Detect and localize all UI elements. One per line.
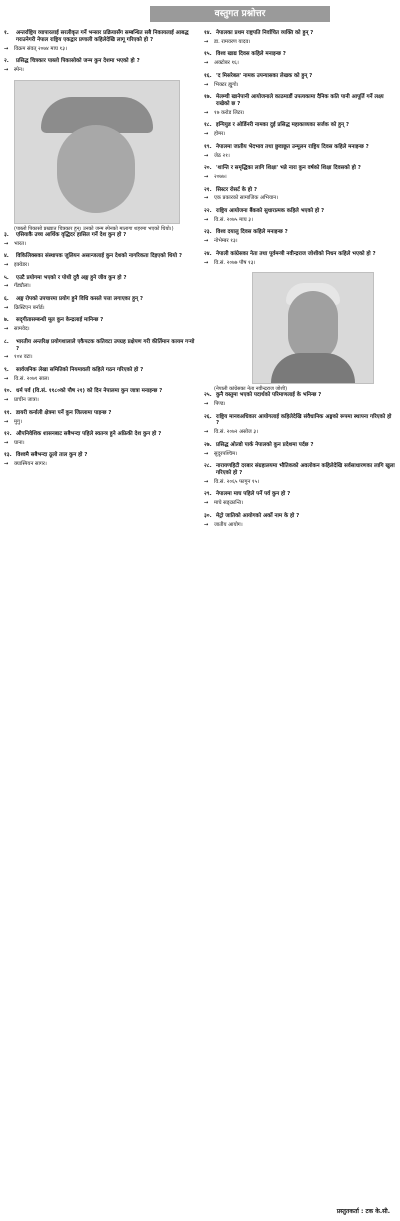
question (204, 73, 396, 80)
question-text: भारतीय अन्तरिक्ष प्रयोगशालाले एकैपटक कतिवटा उपग्रह प्रक्षेपण गरी कीर्तिमान कायम गर्‍यो ? (16, 338, 195, 352)
question-text: डायरी कर्नाली क्षेत्रमा पर्ने कुन जिल्लामा पाइन्छ ? (16, 409, 112, 416)
question-text: कुनै वस्तुमा भएको पदार्थको परिमाणलाई के भनिन्छ ? (216, 392, 322, 399)
question (204, 513, 396, 520)
question-text: सिस्टर रोसर्ट के हो ? (216, 186, 258, 193)
question-number: २२. (204, 207, 212, 214)
question-number: ७. (4, 317, 9, 324)
answer (204, 451, 396, 458)
question (4, 452, 196, 459)
qa-item (4, 275, 196, 290)
question-text: सदृगीतासम्बन्धी मूल कुन केन्द्रलाई मानिन्छ ? (16, 317, 104, 324)
answer-text: वि.सं. २०६५ फागुन १५। (214, 478, 260, 485)
answer (4, 262, 196, 269)
question-text: मेलम्ची खानेपानी आयोजनाले काठमाडौं उपत्यकामा दैनिक कति पानी आपूर्ति गर्ने लक्ष्य राखेको छ ? (216, 94, 384, 107)
question (204, 208, 396, 215)
photo-p-body (271, 353, 355, 384)
question-text: 'द मिसरेबल' नामक उपन्यासका लेखक को हुन् ? (216, 72, 313, 79)
question-text: नेपालमा माघ पहिले पर्ने पर्व कुन हो ? (216, 491, 291, 498)
question (204, 51, 396, 58)
qa-item (4, 367, 196, 382)
question-number: १२. (4, 431, 12, 438)
answer-text: मुगु। (14, 418, 22, 425)
question (4, 388, 196, 395)
question-text: 'शान्ति र समृद्धिका लागि शिक्षा' भन्ने नारा कुन वर्षको शिक्षा दिवसको हो ? (216, 165, 361, 172)
question (204, 414, 396, 428)
answer (204, 195, 396, 202)
answer-text: सुदूरपश्चिम। (214, 450, 238, 457)
question-number: ५. (4, 274, 9, 281)
question-number: ९. (4, 366, 9, 373)
answer-text: वि.सं. २०७७ पौष १३। (214, 259, 256, 266)
question (204, 187, 396, 194)
qa-item (204, 442, 396, 457)
qa-item (204, 187, 396, 202)
qa-item (204, 122, 396, 137)
question-number: ८. (4, 338, 9, 345)
picasso-photo (14, 80, 180, 224)
question (4, 296, 196, 303)
answer (4, 46, 196, 53)
question (204, 442, 396, 449)
question-text: नेपालमा जातीय भेदभाव तथा छुवाछूत उन्मूलन राष्ट्रिय दिवस कहिले मनाइन्छ ? (216, 143, 369, 150)
qa-item (204, 463, 396, 485)
answer-text: वि.सं. २०७५ माघ ३। (214, 216, 253, 223)
qa-item (4, 317, 196, 332)
question-text: विश्व खाद्य दिवस कहिले मनाइन्छ ? (216, 51, 286, 58)
qa-item (4, 58, 196, 73)
answer (204, 217, 396, 224)
question (4, 410, 196, 417)
answer-text: स्पेन। (14, 66, 24, 73)
answer (204, 153, 396, 160)
answer (204, 110, 396, 117)
qa-item (204, 51, 396, 66)
question-text: राष्ट्रिय आयोजना बैंकको सुधारात्मक कहिले भएको हो ? (216, 207, 325, 214)
qa-item (204, 414, 396, 436)
answer (204, 174, 396, 181)
answer-text: क्यास्पियन सागर। (14, 461, 47, 468)
answer-text: भारत। (14, 240, 27, 247)
answer (4, 326, 196, 333)
qa-item (4, 431, 196, 446)
question (4, 232, 196, 239)
right-column (204, 30, 396, 534)
answer-arrow-icon: → (204, 478, 209, 485)
answer (4, 376, 196, 383)
answer-arrow-icon: → (4, 326, 9, 333)
answer (204, 429, 396, 436)
question-text: मेट्रो जातिको आयोगको अर्को नाम के हो ? (216, 512, 300, 519)
answer (204, 131, 396, 138)
answer-text: भिक्टर ह्युगो। (214, 81, 239, 88)
qa-item (204, 144, 396, 159)
answer-arrow-icon: → (204, 429, 209, 436)
qa-item (204, 30, 396, 45)
qa-item (204, 513, 396, 528)
answer-arrow-icon: → (204, 109, 209, 116)
answer-text: सामवेद। (14, 326, 30, 333)
answer-arrow-icon: → (204, 238, 209, 245)
answer-text: अक्टोबर १६। (214, 60, 239, 67)
answer-text: प्राचीन जात्रा। (14, 397, 39, 404)
question (204, 144, 396, 151)
question (4, 58, 196, 65)
question-number: ४. (4, 253, 9, 260)
answer-arrow-icon: → (4, 461, 9, 468)
question (4, 317, 196, 324)
answer-arrow-icon: → (4, 66, 9, 73)
qa-item (4, 410, 196, 425)
question-number: १८. (204, 122, 212, 129)
question-number: २६. (204, 413, 212, 420)
answer-text: वि.सं. २०७१ साल। (14, 375, 50, 382)
question-number: २८. (204, 463, 212, 470)
qa-item (204, 94, 396, 116)
answer-text: १०४ वटा। (14, 354, 33, 361)
photo-face (57, 125, 135, 213)
question-text: एसियाकै उच्च आर्थिक वृद्धिदर हासिल गर्ने देश कुन हो ? (16, 231, 127, 238)
question-number: २१. (204, 186, 212, 193)
answer (4, 354, 196, 361)
question (204, 30, 396, 37)
answer (204, 82, 396, 89)
qa-item (204, 73, 396, 88)
answer (204, 60, 396, 67)
answer (204, 238, 396, 245)
answer-text: डा. रामवरण यादव। (214, 38, 251, 45)
question (204, 165, 396, 172)
question (204, 94, 396, 108)
answer-arrow-icon: → (204, 38, 209, 45)
qa-item (204, 229, 396, 244)
answer-arrow-icon: → (4, 418, 9, 425)
question-text: धर्म पर्व (वि.सं. ११८०को पौष २१) को दिन नेपालमा कुन जात्रा मनाइन्छ ? (16, 388, 163, 395)
answer-arrow-icon: → (204, 60, 209, 67)
question-text: अङ्ग रोपको उपचारमा प्रयोग हुने विधि कसले पत्ता लगाएका हुन् ? (16, 295, 143, 302)
answer (4, 283, 196, 290)
answer-arrow-icon: → (4, 240, 9, 247)
question-number: ६. (4, 295, 9, 302)
question (4, 431, 196, 438)
answer (204, 479, 396, 486)
qa-item (4, 253, 196, 268)
left-column (4, 30, 196, 474)
answer (204, 260, 396, 267)
answer-arrow-icon: → (4, 397, 9, 404)
qa-item (204, 165, 396, 180)
answer-text: पिण्ड। (214, 401, 226, 408)
answer-text: क्रिस्टिएन बर्नार्ड। (14, 304, 45, 311)
question-number: १०. (4, 388, 12, 395)
answer-arrow-icon: → (204, 131, 209, 138)
answer (4, 440, 196, 447)
qa-item (4, 232, 196, 247)
answer-arrow-icon: → (4, 375, 9, 382)
question-text: विश्व दयालु दिवस कहिले मनाइन्छ ? (216, 229, 288, 236)
question-text: विश्वमै सबैभन्दा ठूलो ताल कुन हो ? (16, 452, 88, 459)
question-number: १६. (204, 72, 212, 79)
question (4, 275, 196, 282)
question (204, 392, 396, 399)
answer-arrow-icon: → (204, 401, 209, 408)
photo-caption: (नेपाली कांग्रेसका नेता नवीन्द्रराज जोशी) (214, 386, 288, 393)
question-text: नेपालका प्रथम राष्ट्रपति निर्वाचित व्यक्ति को हुन् ? (216, 30, 314, 36)
question (204, 122, 396, 129)
answer-arrow-icon: → (4, 439, 9, 446)
answer (4, 67, 196, 74)
question (204, 491, 396, 498)
question-number: १३. (4, 452, 12, 459)
qa-item (4, 339, 196, 361)
answer-text: गँड्यौला। (14, 283, 31, 290)
answer-arrow-icon: → (4, 45, 9, 52)
question (204, 251, 396, 258)
question (204, 229, 396, 236)
question-number: १९. (204, 143, 212, 150)
answer-arrow-icon: → (4, 304, 9, 311)
question-number: १. (4, 30, 9, 36)
answer (204, 401, 396, 408)
question-number: २७. (204, 441, 212, 448)
answer-arrow-icon: → (204, 216, 209, 223)
answer-arrow-icon: → (4, 261, 9, 268)
answer (204, 522, 396, 529)
question-number: ३. (4, 231, 9, 238)
question-number: २०. (204, 165, 212, 172)
qa-item (4, 30, 196, 52)
question-number: १५. (204, 51, 212, 58)
answer-text: माघे सङ्क्रान्ति। (214, 500, 244, 507)
question (4, 367, 196, 374)
qa-item (204, 208, 396, 223)
answer (4, 397, 196, 404)
qa-item (4, 388, 196, 403)
answer-text: जातीय आयोग। (214, 521, 243, 528)
question-text: नारायणहिटी दरबार संग्रहालयमा भौतिकको अवलोकन कहिलेदेखि सर्वसाधारणका लागि खुला गरिएको हो ? (216, 463, 395, 477)
answer (4, 241, 196, 248)
question-text: सार्वजनिक लेखा समितिको नियमावली कहिले गठन गरिएको हो ? (16, 366, 144, 373)
answer (4, 305, 196, 312)
answer-text: जेठ २१। (214, 152, 230, 159)
qa-item (204, 392, 396, 407)
question-number: ३०. (204, 512, 212, 519)
question-number: २. (4, 58, 9, 65)
answer-arrow-icon: → (204, 173, 209, 180)
qa-item (204, 251, 396, 266)
answer-arrow-icon: → (204, 152, 209, 159)
answer (204, 500, 396, 507)
question-text: विकिलिक्सका संस्थापक जुलियन असान्जलाई कुन देशको नागरिकता दिइएको थियो ? (16, 253, 183, 260)
answer-text: घाना। (14, 439, 25, 446)
qa-item (4, 452, 196, 467)
question-number: ११. (4, 409, 12, 416)
question-number: २९. (204, 491, 212, 498)
answer-text: १७ करोड लिटर। (214, 109, 245, 116)
question-number: २३. (204, 229, 212, 236)
question-number: १४. (204, 30, 212, 36)
answer-arrow-icon: → (204, 195, 209, 202)
question (4, 253, 196, 260)
answer-text: नोभेम्बर १३। (214, 238, 238, 245)
answer-arrow-icon: → (204, 259, 209, 266)
photo-caption: (पाब्लो पिकासो प्रख्यात चित्रकार हुन्। उनको जन्म स्पेनको मालागा शहरमा भएको थियो।) (14, 225, 174, 232)
question-number: २४. (204, 250, 212, 257)
answer-text: एक प्रकारको सामाजिक अभियान। (214, 195, 279, 202)
question (4, 339, 196, 353)
answer-arrow-icon: → (204, 521, 209, 528)
question-text: नेपाली कांग्रेसका नेता तथा पूर्वमन्त्री नवीन्द्रराज जोशीको निधन कहिले भएको हो ? (216, 250, 376, 257)
answer-text: होमर। (214, 131, 226, 138)
question-text: औपनिवेशिक शासनबाट सबैभन्दा पहिले स्वतन्त्र हुने अफ्रिकी देश कुन हो ? (16, 431, 162, 438)
question-text: प्रसिद्ध चित्रकार पाब्लो पिकासोको जन्म कुन देशमा भएको हो ? (16, 58, 140, 65)
answer-text: विक्रम संवत् २०७४ माघ १३। (14, 45, 67, 52)
question-text: राष्ट्रिय मानवअधिकार आयोगलाई कहिलेदेखि संवैधानिक अङ्गको रूपमा स्थापना गरिएको हो ? (216, 413, 392, 427)
answer-arrow-icon: → (4, 354, 9, 361)
question (204, 463, 396, 477)
qa-item (4, 296, 196, 311)
answer (4, 419, 196, 426)
question (4, 30, 196, 44)
section-title: वस्तुगत प्रश्नोत्तर (150, 6, 330, 22)
answer-arrow-icon: → (204, 450, 209, 457)
answer-text: २०७७। (214, 173, 227, 180)
answer-text: इक्वेडर। (14, 261, 30, 268)
question-number: २५. (204, 392, 212, 399)
question-number: १७. (204, 94, 212, 101)
answer-arrow-icon: → (204, 500, 209, 507)
joshi-photo (252, 272, 374, 384)
answer-text: वि.सं. २०७२ असोज ३। (214, 429, 259, 436)
answer-arrow-icon: → (204, 81, 209, 88)
question-text: प्रसिद्ध ओल्डो पार्क नेपालको कुन प्रदेशमा पर्दछ ? (216, 441, 314, 448)
answer-arrow-icon: → (4, 283, 9, 290)
question-text: इन्पियुड र ओर्डिनरी नामका दुई प्रसिद्ध महाकाव्यका सर्जक को हुन् ? (216, 122, 349, 129)
photo-p-face (288, 291, 338, 361)
question-text: एउटै प्रयोगमा भएको र पोथी दुवै अङ्ग हुने जीव कुन हो ? (16, 274, 127, 281)
answer (4, 461, 196, 468)
qa-item (204, 491, 396, 506)
answer (204, 39, 396, 46)
presenter-credit: प्रस्तुतकर्ता : टक के.सी. (336, 1208, 390, 1215)
question-text: अन्तर्राष्ट्रिय व्यापारलाई सरलीकृत गर्ने भन्सार प्रक्रियासँग सम्बन्धित सबै निकायलाई आबद्ध गराउनेगरी नेपाल राष्ट्रिय एकद्वार प्रणाली कहिलेदेखि लागू गरिएको हो ? (16, 30, 189, 43)
